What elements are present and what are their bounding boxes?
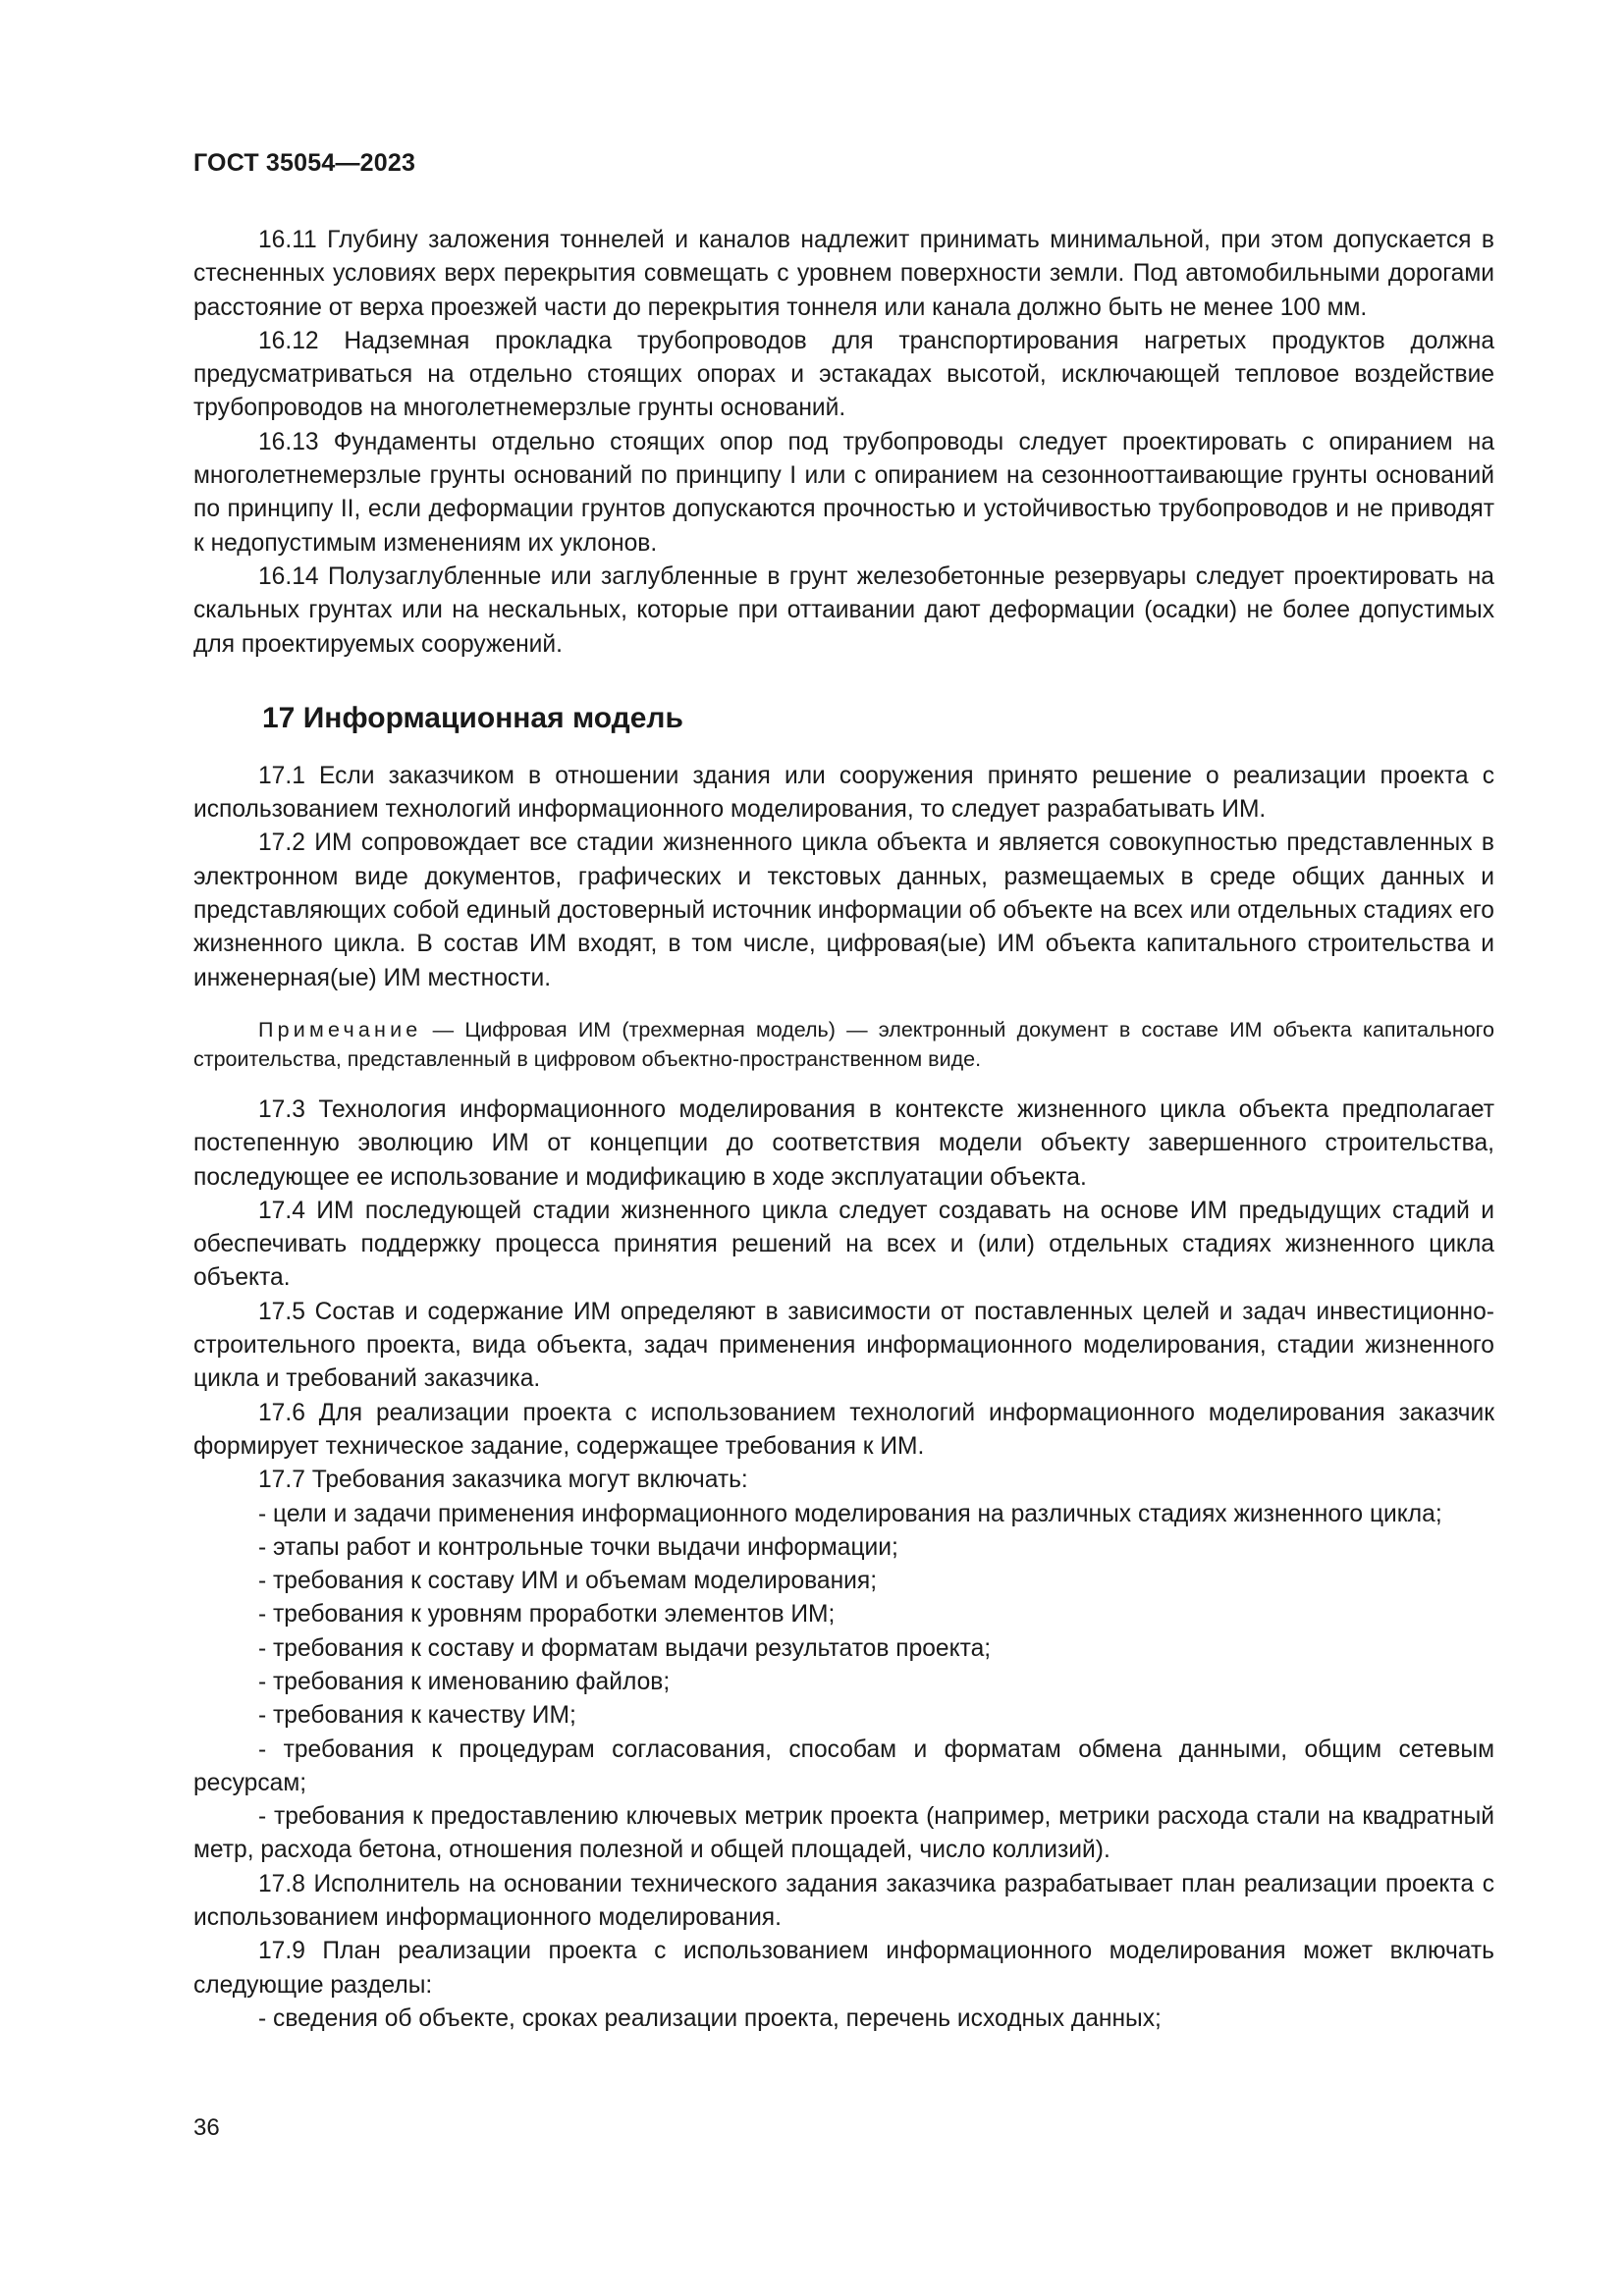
clause-17-1: 17.1 Если заказчиком в отношении здания или сооружения принято решение о реализации проекта с использованием технологий информационного моделирования, то следует разрабатывать ИМ. [193,762,1494,824]
clause-16-11: 16.11 Глубину заложения тоннелей и каналов надлежит принимать минимальной, при этом допускается в стесненных условиях верх перекрытия совмещать с уровнем поверхности земли. Под автомобильными дорогами расстояние от верха проезжей части до перекрытия тоннеля или канала должно быть не менее 100 мм. [193,227,1494,321]
list-item-17-7-approval: - требования к процедурам согласования, способам и форматам обмена данными, общим сетевым ресурсам; [193,1735,1494,1796]
clause-16-12: 16.12 Надземная прокладка трубопроводов для транспортирования нагретых продуктов должна предусматриваться на отдельно стоящих опорах и эстакадах высотой, исключающей тепловое воздействие трубопроводов на многолетнемерзлые грунты оснований. [193,327,1494,422]
clause-17-3: 17.3 Технология информационного моделирования в контексте жизненного цикла объекта предполагает постепенную эволюцию ИМ от концепции до соответствия модели объекту завершенного строительства, последующее ее использование и модификацию в ходе эксплуатации объекта. [193,1095,1494,1191]
clause-16-14: 16.14 Полузаглубленные или заглубленные в грунт железобетонные резервуары следует проектировать на скальных грунтах или на нескальных, которые при оттаивании дают деформации (осадки) не более допустимых для проектируемых сооружений. [193,562,1494,658]
page-number: 36 [193,2114,220,2141]
list-item-17-7-composition: - требования к составу ИМ и объемам моделирования; [258,1568,878,1595]
list-item-17-7-file-naming: - требования к именованию файлов; [258,1668,671,1695]
list-item-17-7-goals: - цели и задачи применения информационного моделирования на различных стадиях жизненного цикла; [258,1500,1442,1527]
clause-16-13: 16.13 Фундаменты отдельно стоящих опор под трубопроводы следует проектировать с опиранием на многолетнемерзлые грунты оснований по принципу I или с опиранием на сезоннооттаивающие грунты оснований по принципу II, если деформации грунтов допускаются прочностью и устойчивостью трубопроводов и не приводят к недопустимым изменениям их уклонов. [193,428,1494,557]
list-item-17-9-object-info: - сведения об объекте, сроках реализации проекта, перечень исходных данных; [258,2004,1162,2032]
clause-17-4: 17.4 ИМ последующей стадии жизненного цикла следует создавать на основе ИМ предыдущих стадий и обеспечивать поддержку процесса принятия решений на всех и (или) отдельных стадиях жизненного цикла объекта. [193,1197,1494,1292]
list-item-17-7-quality: - требования к качеству ИМ; [258,1702,576,1730]
note [193,1015,1494,1074]
document-body [193,224,1494,2036]
clause-17-7: 17.7 Требования заказчика могут включать: [258,1467,748,1494]
document-code-header: ГОСТ 35054—2023 [193,149,416,177]
clause-17-2: 17.2 ИМ сопровождает все стадии жизненного цикла объекта и является совокупностью представленных в электронном виде документов, графических и текстовых данных, размещаемых в среде общих данных и представляющих собой единый достоверный источник информации об объекте на всех или отдельных стадиях его жизненного цикла. В состав ИМ входят, в том числе, цифровая(ые) ИМ объекта капитального строительства и инженерная(ые) ИМ местности. [193,829,1494,991]
section-17-title: 17 Информационная модель [262,701,683,734]
clause-17-5: 17.5 Состав и содержание ИМ определяют в зависимости от поставленных целей и задач инвестиционно-строительного проекта, вида объекта, задач применения информационного моделирования, стадии жизненного цикла и требований заказчика. [193,1298,1494,1393]
list-item-17-7-stages: - этапы работ и контрольные точки выдачи информации; [258,1533,898,1561]
list-item-17-7-detail-levels: - требования к уровням проработки элементов ИМ; [258,1601,836,1629]
note-text: — Цифровая ИМ (трехмерная модель) — электронный документ в составе ИМ объекта капитального строительства, представленный в цифровом объектно-пространственном виде. [193,1017,1494,1071]
clause-17-8: 17.8 Исполнитель на основании технического задания заказчика разрабатывает план реализации проекта с использованием информационного моделирования. [193,1870,1494,1932]
clause-17-9: 17.9 План реализации проекта с использованием информационного моделирования может включать следующие разделы: [193,1938,1494,1999]
list-item-17-7-formats: - требования к составу и форматам выдачи результатов проекта; [258,1634,992,1662]
clause-17-6: 17.6 Для реализации проекта с использованием технологий информационного моделирования заказчик формирует техническое задание, содержащее требования к ИМ. [193,1399,1494,1460]
note-label: Примечание [258,1017,422,1041]
list-item-17-7-metrics: - требования к предоставлению ключевых метрик проекта (например, метрики расхода стали на квадратный метр, расхода бетона, отношения полезной и общей площадей, число коллизий). [193,1803,1494,1864]
